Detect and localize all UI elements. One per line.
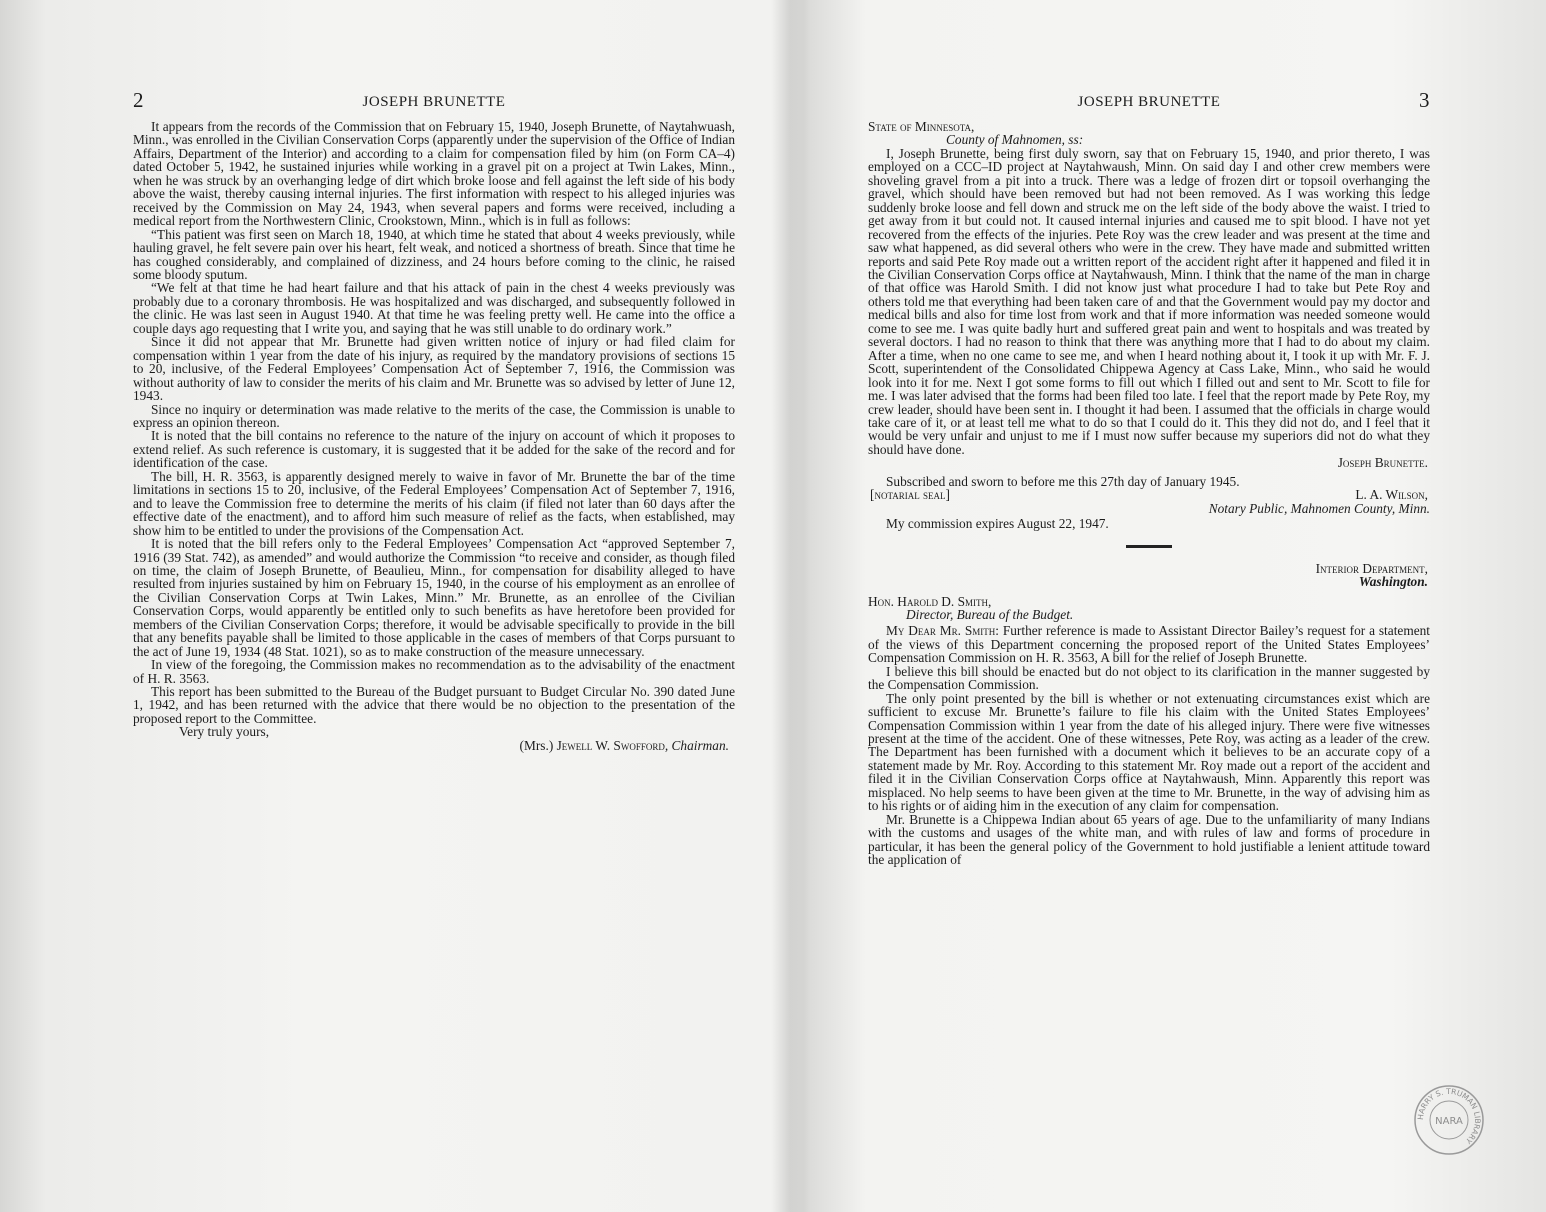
right-page <box>868 88 1430 868</box>
paragraph: Since no inquiry or determination was made relative to the merits of the case, the Commission is unable to express an opinion thereon. <box>133 401 735 430</box>
left-running-head <box>133 88 735 120</box>
right-body <box>868 120 1430 867</box>
paragraph: The bill, H. R. 3563, is apparently designed merely to waive in favor of Mr. Brunette the bar of the time limitations in sections 15 to 20, inclusive, of the Federal Employees’ Compensation Act of September 7, 1916, and to leave the Commission free to determine the merits of his claim (if filed not later than 60 days after the effective date of the enactment), and to afford him such measure of relief as the facts, when established, may show him to be entitled to under the provisions of the Compensation Act. <box>133 468 735 538</box>
right-running-head <box>868 88 1430 120</box>
paragraph: It appears from the records of the Commission that on February 15, 1940, Joseph Brunette, of Naytahwuash, Minn., was enrolled in the Civilian Conservation Corps (apparently under the supervision of the Office of Indian Affairs, Department of the Interior) and according to a claim for compensation filed by him (on Form CA–4) dated October 5, 1942, he sustained injuries while working in a gravel pit on a project at Twin Lakes, Minn., when he was struck by an overhanging ledge of dirt which broke loose and fell against the left side of his body above the waist, thereby causing internal injuries. The first information with respect to his alleged injuries was received by the Commission on May 24, 1943, when several papers and forms were received, including a medical report from the Northwestern Clinic, Crookstown, Minn., which is in full as follows: <box>133 119 735 229</box>
addressee-title: Director, Bureau of the Budget. <box>906 606 1074 622</box>
right-page-number: 3 <box>1419 88 1430 112</box>
commission-expires: My commission expires August 22, 1947. <box>886 516 1109 532</box>
stamp-ring-text: HARRY S. TRUMAN LIBRARY <box>1415 1086 1483 1146</box>
notarial-seal: [notarial seal] <box>870 487 950 503</box>
paragraph: The only point presented by the bill is whether or not extenuating circumstances exist which are sufficient to excuse Mr. Brunette’s failure to file his claim with the United States Employees’ Compensation Commission within 1 year from the date of his alleged injury. There were five witnesses present at the time of the accident. One of these witnesses, Pete Roy, was acting as a leader of the crew. The Department has been furnished with a document which it believes to be an accurate copy of a statement made by Mr. Roy. According to this statement Mr. Roy made out a report of the accident and filed it in the Civilian Conservation Corps office at Naytahwaush, Minn. Apparently this report was misplaced. No help seems to have been given at the time to Mr. Brunette, in the way of advising him as to his rights or of aiding him in the execution of any claim for compensation. <box>868 690 1430 814</box>
letter-first-paragraph: Further reference is made to Assistant Director Bailey’s request for a statement of the views of this Department concerning the proposed report of the United States Employees’ Compensation Commission on H. R. 3563, A bill for the relief of Joseph Brunette. <box>868 623 1430 666</box>
left-running-title: JOSEPH BRUNETTE <box>362 94 506 110</box>
book-gutter <box>770 0 810 1212</box>
venue-county: County of Mahnomen, ss: <box>946 132 1084 148</box>
paragraph: Since it did not appear that Mr. Brunette had given written notice of injury or had filed claim for compensation within 1 year from the date of his injury, as required by the mandatory provisions of sections 15 to 20, inclusive, of the Federal Employees’ Compensation Act of September 7, 1916, the Commission was without authority of law to consider the merits of his claim and Mr. Brunette was so advised by letter of June 12, 1943. <box>133 334 735 404</box>
signature-name: Jewell W. Swofford <box>556 737 665 753</box>
letter-department: Interior Department, <box>1315 560 1428 576</box>
notary-title: Notary Public, Mahnomen County, Minn. <box>1208 500 1430 516</box>
paragraph: In view of the foregoing, the Commission makes no recommendation as to the advisability of the enactment of H. R. 3563. <box>133 657 735 686</box>
paragraph <box>868 624 1430 664</box>
left-body <box>133 120 735 752</box>
notary-name: L. A. Wilson, <box>1355 487 1428 503</box>
affiant-signature: Joseph Brunette. <box>1337 455 1428 471</box>
paragraph: Mr. Brunette is a Chippewa Indian about 65 years of age. Due to the unfamiliarity of many Indians with the customs and usages of the white man, and with rules of law and forms of procedure in particular, it has been the general policy of the Government to hold justifiable a lenient attitude toward the application of <box>868 811 1430 868</box>
paragraph: It is noted that the bill contains no reference to the nature of the injury on account of which it proposes to extend relief. As such reference is customary, it is suggested that it be added for the sake of the record and for identification of the case. <box>133 428 735 471</box>
signature <box>133 739 735 752</box>
section-rule <box>1126 545 1172 548</box>
signature-title: , Chairman. <box>664 737 729 753</box>
paragraph: I believe this bill should be enacted but do not object to its clarification in the manner suggested by the Compensation Commission. <box>868 663 1430 693</box>
salutation: My Dear Mr. Smith: <box>886 623 999 639</box>
library-stamp-icon <box>1413 1084 1485 1156</box>
venue-state: State of Minnesota, <box>868 119 975 134</box>
right-running-title: JOSEPH BRUNETTE <box>1077 94 1221 110</box>
addressee-name: Hon. Harold D. Smith, <box>868 593 992 609</box>
signature-prefix: (Mrs.) <box>519 737 557 753</box>
stamp-center-text: NARA <box>1435 1116 1463 1127</box>
letter-city: Washington. <box>1358 574 1428 590</box>
closing: Very truly yours, <box>179 724 270 740</box>
left-page <box>133 88 735 753</box>
paragraph: This report has been submitted to the Bureau of the Budget pursuant to Budget Circular No. 390 dated June 1, 1942, and has been returned with the advice that there would be no objection to the presentation of the proposed report to the Committee. <box>133 684 735 726</box>
subscribed-line: Subscribed and sworn to before me this 27th day of January 1945. <box>886 473 1240 489</box>
paragraph: It is noted that the bill refers only to the Federal Employees’ Compensation Act “approved September 7, 1916 (39 Stat. 742), as amended” and would authorize the Commission “to receive and consider, as though filed on time, the claim of Joseph Brunette, of Beaulieu, Minn., for compensation for disability alleged to have resulted from injuries sustained by him on February 15, 1940, in the course of his employment as an enrollee of the Civilian Conservation Corps at Twin Lakes, Minn.” Mr. Brunette, as an enrollee of the Civilian Conservation Corps, would apparently be entitled only to such benefits as have heretofore been provided for members of the Civilian Conservation Corps; therefore, it would be advisable specifically to provide in the bill that any benefits payable shall be limited to those applicable in the cases of members of that Corps pursuant to the act of June 19, 1934 (48 Stat. 1021), so as to make construction of the measure unnecessary. <box>133 536 735 659</box>
paragraph: “This patient was first seen on March 18, 1940, at which time he stated that about 4 weeks previously, while hauling gravel, he felt severe pain over his heart, felt weak, and noticed a shortness of breath. Since that time he has coughed considerably, and complained of dizziness, and 24 hours before coming to the clinic, he raised some bloody sputum. <box>133 226 735 282</box>
notary-line <box>868 488 1430 501</box>
affidavit-text: I, Joseph Brunette, being first duly sworn, say that on February 15, 1940, and prior thereto, I was employed on a CCC–ID project at Naytahwaush, Minn. On said day I and other crew members were shoveling gravel from a pit into a truck. There was a ledge of frozen dirt or topsoil overhanging the gravel, which should have been removed but had not been removed. As I was working this ledge suddenly broke loose and fell down and struck me on the left side of the body above the waist. I tried to get away from it but could not. It caused internal injuries and caused me to spit blood. I have not yet recovered from the effects of the injuries. Pete Roy was the crew leader and was present at the time and saw what happened, as did several others who were in the crew. They have made and submitted written reports and said Pete Roy made out a written report of the accident right after it happened and filed it in the Civilian Conservation Corps office at Naytahwaush, Minn. I think that the name of the man in charge of that office was Harold Smith. I did not know just what procedure I had to take but Pete Roy and others told me that everything had been taken care of and that the Government would pay my doctor and medical bills and also for time lost from work and that if more information was needed someone would come to see me. I was quite badly hurt and suffered great pain and went to hospitals and was treated by several doctors. I had no reason to think that there was anything more that I had to do about my claim. After a time, when no one came to see me, and when I heard nothing about it, I took it up with Mr. F. J. Scott, superintendent of the Consolidated Chippewa Agency at Cass Lake, Minn., who said he would look into it for me. Next I got some forms to fill out which I filled out and sent to Mr. Scott to file for me. I was later advised that the forms had been filed too late. I feel that the report made by Pete Roy, my crew leader, should have been sent in. I thought it had been. I assumed that the officials in charge would take care of it, or at least tell me what to do so that I could do it. This they did not do, and I feel that it would be very unfair and unjust to me if I must now suffer because my superiors did not do what they should have done. <box>868 145 1430 457</box>
left-page-number: 2 <box>133 88 144 112</box>
paragraph: “We felt at that time he had heart failure and that his attack of pain in the chest 4 weeks previously was probably due to a coronary thrombosis. He was hospitalized and was discharged, and subsequently followed in the clinic. He was last seen in August 1940. At that time he was feeling pretty well. He came into the office a couple days ago requesting that I write you, and saying that he was still unable to do ordinary work.” <box>133 280 735 336</box>
